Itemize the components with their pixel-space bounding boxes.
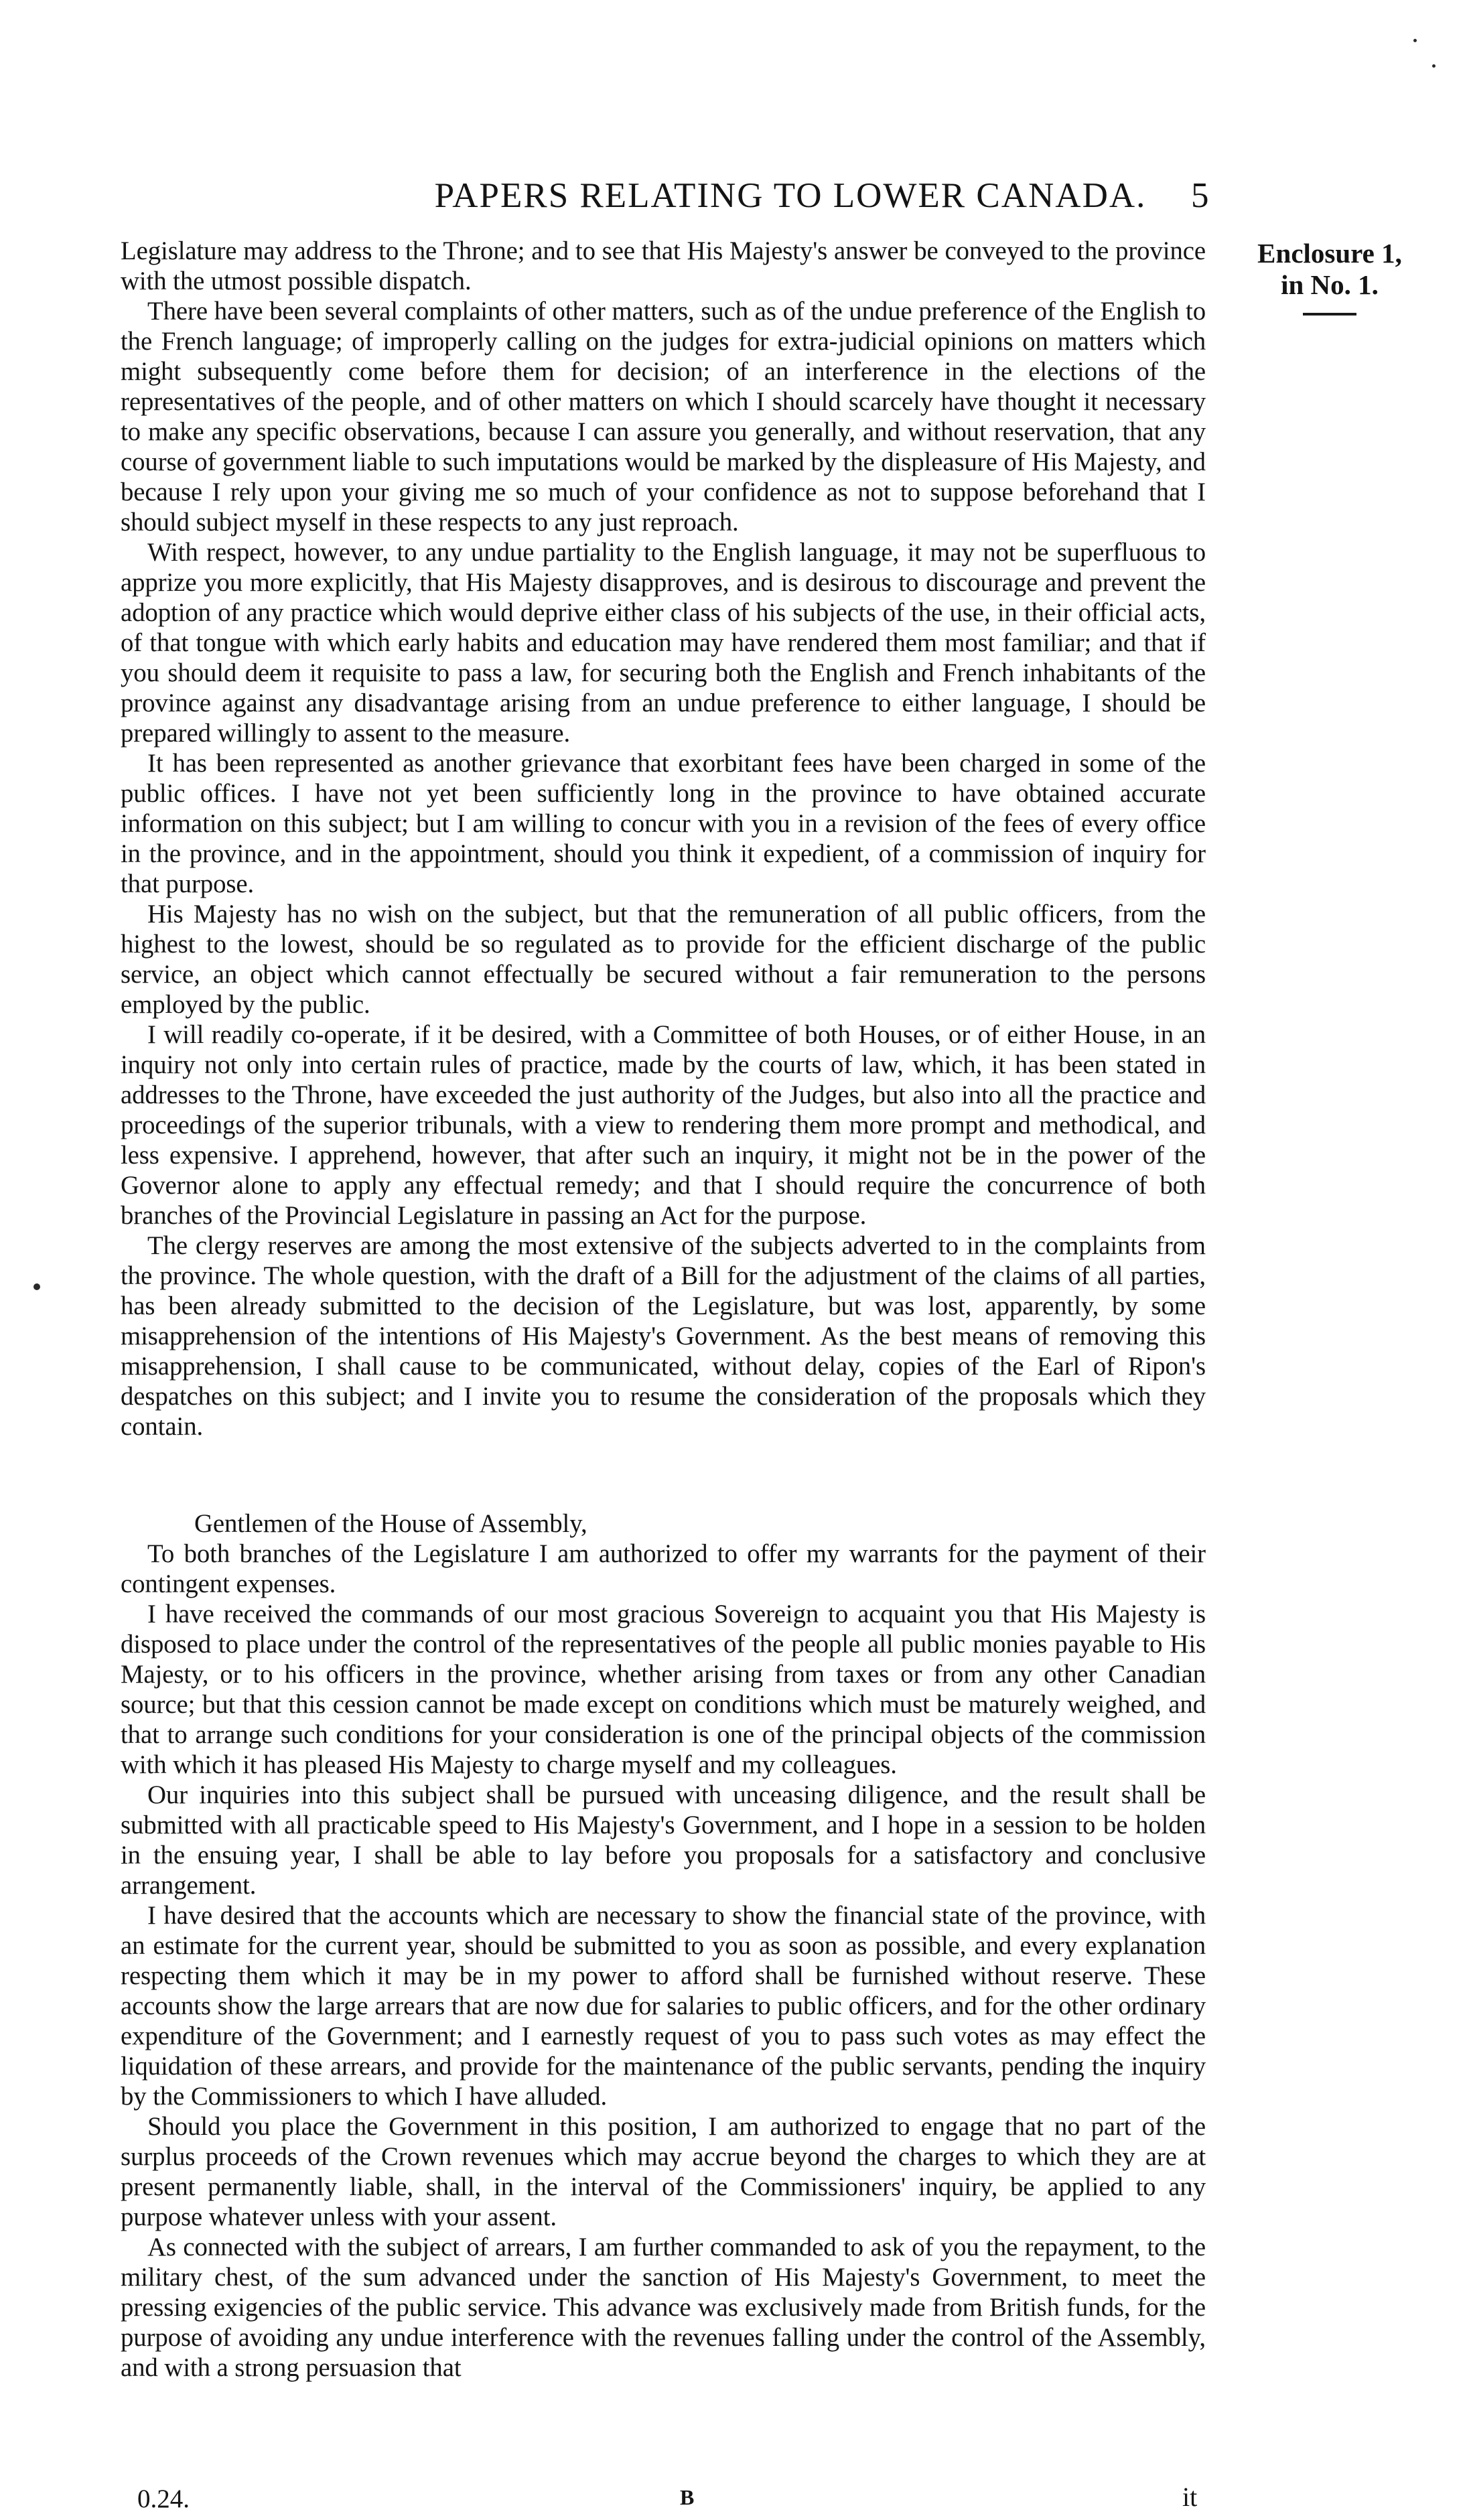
paragraph: Our inquiries into this subject shall be pursued with unceasing diligence, and the result shall be submitted with all practicable speed to His Majesty's Government, and I hope in a session to be holden in the ensuing year, I shall be able to lay before you proposals for a satisfactory and conclusive arrangement. — [121, 1780, 1206, 1900]
margin-note-number: in No. 1. — [1281, 269, 1379, 300]
paragraph: It has been represented as another grievance that exorbitant fees have been charged in some of the public offices. I have not yet been sufficiently long in the province to have obtained accurate information on this subject; but I am willing to concur with you in a revision of the fees of every office in the province, and in the appointment, should you think it expedient, of a commission of inquiry for that purpose. — [121, 749, 1206, 898]
catchword: it — [1182, 2482, 1198, 2512]
paragraph: The clergy reserves are among the most extensive of the subjects adverted to in the complaints from the province. The whole question, with the draft of a Bill for the adjustment of the claims of all parties, has been already submitted to the decision of the Legislature, but was lost, apparently, by some misapprehension of the intentions of His Majesty's Government. As the best means of removing this misapprehension, I shall cause to be communicated, without delay, copies of the Earl of Ripon's despatches on this subject; and I invite you to resume the consideration of the proposals which they contain. — [121, 1231, 1206, 1441]
page-number: 5 — [1191, 176, 1209, 215]
salutation: Gentlemen of the House of Assembly, — [194, 1509, 587, 1538]
margin-note-enclosure: Enclosure 1, — [1257, 238, 1402, 269]
running-header: PAPERS RELATING TO LOWER CANADA. — [434, 176, 1147, 215]
paragraph: To both branches of the Legislature I am authorized to offer my warrants for the payment of their contingent expenses. — [121, 1539, 1206, 1598]
body-text — [121, 236, 1206, 2383]
paragraph: His Majesty has no wish on the subject, but that the remuneration of all public officers, from the highest to the lowest, should be so regulated as to provide for the efficient discharge of the public service, an object which cannot effectually be secured without a fair remuneration to the persons employed by the public. — [121, 900, 1206, 1019]
corner-speck — [1413, 39, 1417, 42]
paragraph: There have been several complaints of other matters, such as of the undue preference of the English to the French language; of improperly calling on the judges for extra-judicial opinions on matters which might subsequently come before them for decision; of an interference in the elections of the representatives of the people, and of other matters on which I should scarcely have thought it necessary to make any specific observations, because I can assure you generally, and without reservation, that any course of government liable to such imputations would be marked by the displeasure of His Majesty, and because I rely upon your giving me so much of your confidence as not to suppose beforehand that I should subject myself in these respects to any just reproach. — [121, 297, 1206, 537]
signature-mark: B — [680, 2485, 695, 2509]
corner-speck — [1432, 64, 1436, 68]
margin-dot-speck — [33, 1283, 40, 1290]
paragraph: With respect, however, to any undue partiality to the English language, it may not be superfluous to apprize you more explicitly, that His Majesty disapproves, and is desirous to discourage and prevent the adoption of any practice which would deprive either class of his subjects of the use, in their official acts, of that tongue with which early habits and education may have rendered them most familiar; and that if you should deem it requisite to pass a law, for securing both the English and French inhabitants of the province against any disadvantage arising from an undue preference to either language, I should be prepared willingly to assent to the measure. — [121, 538, 1206, 748]
paragraph: Legislature may address to the Throne; and to see that His Majesty's answer be conveyed to the province with the utmost possible dispatch. — [121, 236, 1206, 295]
margin-rule — [1303, 313, 1356, 316]
margin-note — [1253, 238, 1407, 316]
paragraph: I will readily co-operate, if it be desired, with a Committee of both Houses, or of either House, in an inquiry not only into certain rules of practice, made by the courts of law, which, it has been stated in addresses to the Throne, have exceeded the just authority of the Judges, but also into all the practice and proceedings of the superior tribunals, with a view to rendering them more prompt and methodical, and less expensive. I apprehend, however, that after such an inquiry, it might not be in the power of the Governor alone to apply any effectual remedy; and that I should require the concurrence of both branches of the Provincial Legislature in passing an Act for the purpose. — [121, 1020, 1206, 1230]
paper-number: 0.24. — [137, 2484, 190, 2513]
paragraph: Should you place the Government in this position, I am authorized to engage that no part of the surplus proceeds of the Crown revenues which may accrue beyond the charges to which they are at present permanently liable, shall, in the interval of the Commissioners' inquiry, be applied to any purpose whatever unless with your assent. — [121, 2112, 1206, 2231]
paragraph: I have received the commands of our most gracious Sovereign to acquaint you that His Majesty is disposed to place under the control of the representatives of the people all public monies payable to His Majesty, or to his officers in the province, whether arising from taxes or from any other Canadian source; but that this cession cannot be made except on conditions which must be maturely weighed, and that to arrange such conditions for your consideration is one of the principal objects of the commission with which it has pleased His Majesty to charge myself and my colleagues. — [121, 1600, 1206, 1779]
paragraph: As connected with the subject of arrears, I am further commanded to ask of you the repayment, to the military chest, of the sum advanced under the sanction of His Majesty's Government, to meet the pressing exigencies of the public service. This advance was exclusively made from British funds, for the purpose of avoiding any undue interference with the revenues falling under the control of the Assembly, and with a strong persuasion that — [121, 2233, 1206, 2382]
paragraph: I have desired that the accounts which are necessary to show the financial state of the province, with an estimate for the current year, should be submitted to you as soon as possible, and every explanation respecting them which it may be in my power to afford shall be furnished without reserve. These accounts show the large arrears that are now due for salaries to public officers, and for the other ordinary expenditure of the Government; and I earnestly request of you to pass such votes as may effect the liquidation of these arrears, and provide for the maintenance of the public servants, pending the inquiry by the Commissioners to which I have alluded. — [121, 1901, 1206, 2111]
